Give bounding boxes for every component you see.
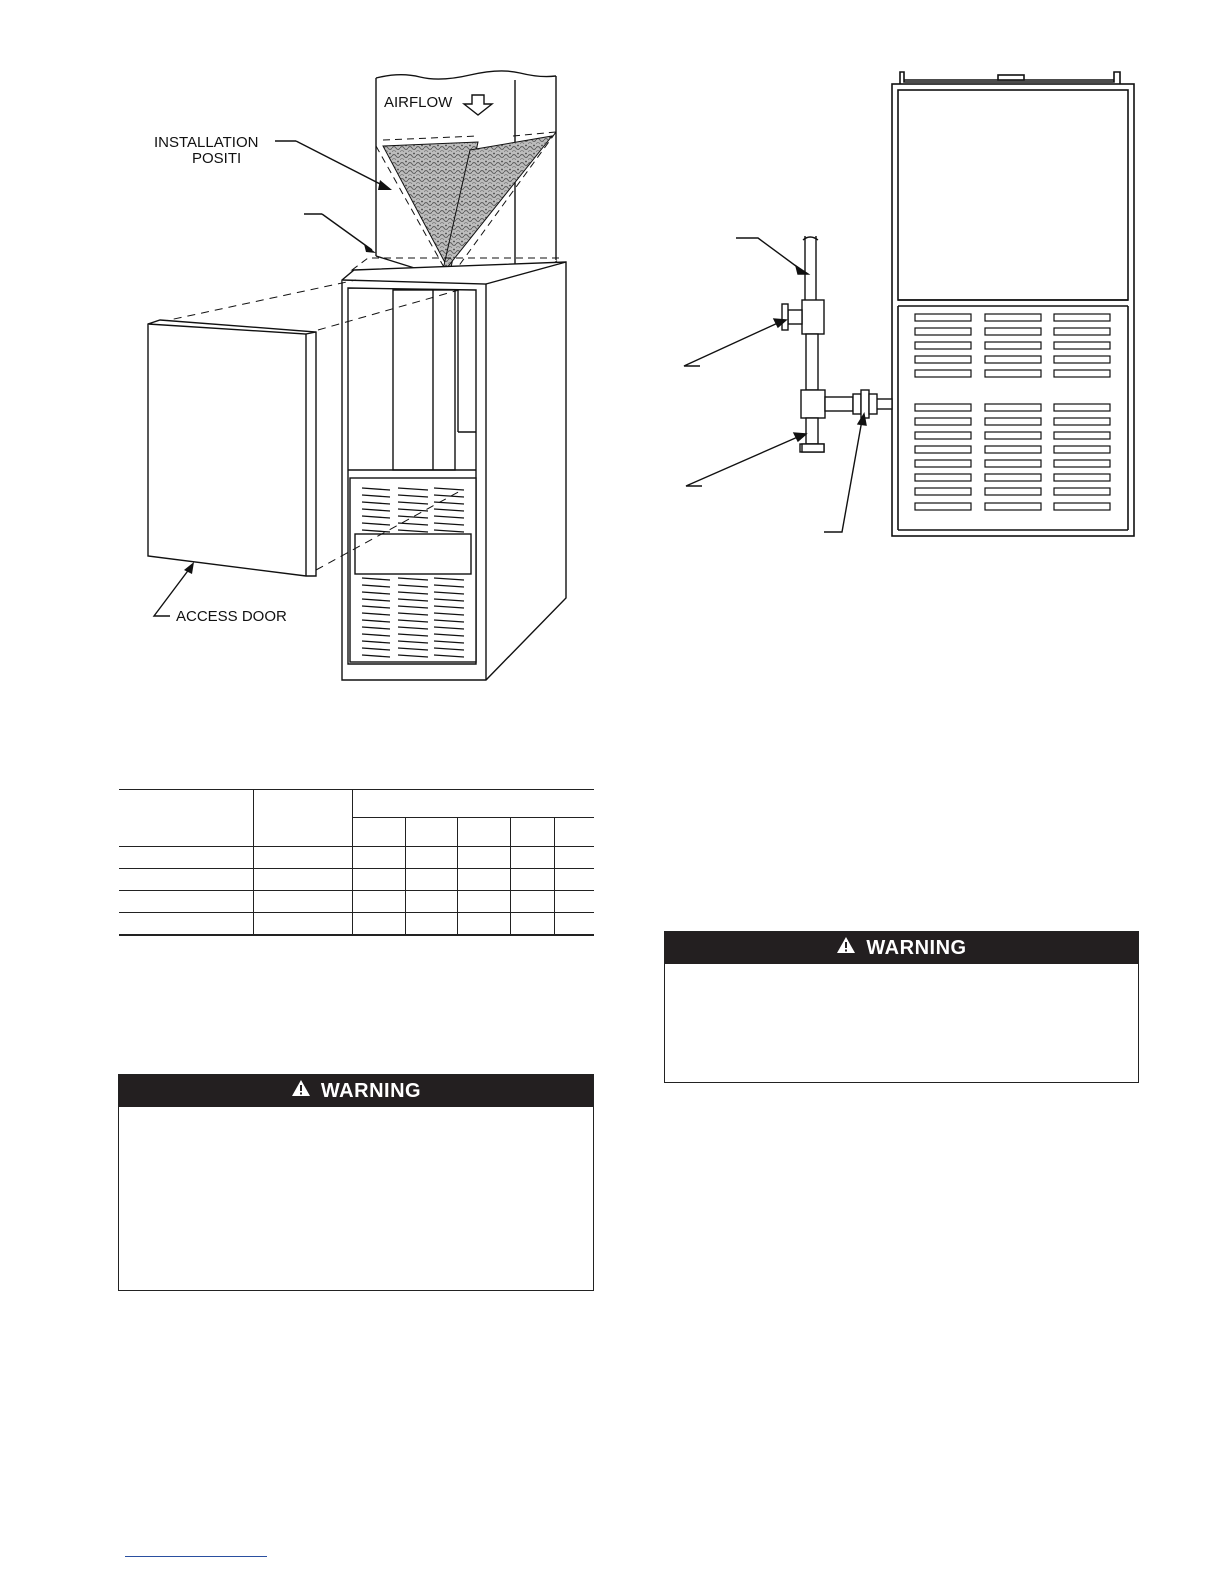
- table-cell: [119, 847, 254, 869]
- spec-table: [119, 789, 594, 936]
- table-row: [119, 790, 594, 818]
- louver-slot: [985, 460, 1041, 467]
- louver-slot: [1054, 328, 1110, 335]
- union-fitting-icon: [853, 390, 877, 418]
- louver-slot: [985, 404, 1041, 411]
- louver-slot: [1054, 404, 1110, 411]
- louver-slot: [985, 474, 1041, 481]
- table-cell: [406, 869, 458, 891]
- warning-triangle-icon: [291, 1079, 311, 1103]
- drip-leg-icon: [802, 444, 824, 452]
- table-cell: [353, 818, 406, 847]
- louver-slot: [1054, 356, 1110, 363]
- louver-slot: [1054, 488, 1110, 495]
- footer-link-underline: [125, 1556, 267, 1557]
- louver-slot: [985, 328, 1041, 335]
- table-cell: [406, 847, 458, 869]
- louver-slot: [915, 314, 971, 321]
- table-cell: [511, 869, 555, 891]
- louver-slot: [985, 314, 1041, 321]
- table-cell: [254, 891, 353, 913]
- table-cell: [555, 818, 595, 847]
- louver-slot: [1054, 446, 1110, 453]
- shutoff-valve-icon: [782, 304, 802, 330]
- louver-slot: [985, 342, 1041, 349]
- furnace-filter-figure: [120, 60, 620, 700]
- louver-slot: [1054, 460, 1110, 467]
- table-cell: [353, 869, 406, 891]
- louver-slot: [1054, 432, 1110, 439]
- louver-slot: [985, 488, 1041, 495]
- louver-slot: [915, 328, 971, 335]
- louver-slot: [1054, 314, 1110, 321]
- louver-slot: [915, 370, 971, 377]
- louver-slot: [1054, 370, 1110, 377]
- louver-slot: [1054, 342, 1110, 349]
- table-cell: [254, 847, 353, 869]
- louver-slot: [985, 446, 1041, 453]
- louver-slot: [985, 432, 1041, 439]
- louver-slot: [985, 370, 1041, 377]
- louver-slot: [1054, 503, 1110, 510]
- table-cell: [353, 790, 595, 818]
- table-row: [119, 869, 594, 891]
- louver-slot: [915, 356, 971, 363]
- table-cell: [119, 913, 254, 936]
- table-cell: [353, 847, 406, 869]
- louver-slot: [1054, 418, 1110, 425]
- louver-slot: [915, 503, 971, 510]
- table-cell: [254, 913, 353, 936]
- table-cell: [555, 869, 595, 891]
- warning-title: WARNING: [866, 936, 967, 959]
- airflow-label: AIRFLOW: [384, 94, 453, 111]
- table-row: [119, 891, 594, 913]
- table-cell: [406, 818, 458, 847]
- table-cell: [555, 913, 595, 936]
- table-cell: [254, 790, 353, 847]
- table-cell: [555, 847, 595, 869]
- louver-slot: [915, 474, 971, 481]
- louver-slot: [985, 418, 1041, 425]
- table-cell: [458, 869, 511, 891]
- warning-header: [665, 932, 1138, 964]
- installation-label-line1: INSTALLATION: [154, 134, 259, 151]
- access-door-panel: [148, 320, 316, 576]
- louver-slot: [915, 460, 971, 467]
- table-cell: [511, 818, 555, 847]
- table-cell: [406, 913, 458, 936]
- table-cell: [406, 891, 458, 913]
- warning-box-right: [664, 931, 1139, 1083]
- airflow-arrow-icon: [464, 95, 492, 115]
- table-cell: [511, 891, 555, 913]
- table-cell: [458, 847, 511, 869]
- warning-title: WARNING: [320, 1079, 422, 1102]
- table-cell: [458, 891, 511, 913]
- gas-pipe-icon: [800, 236, 892, 452]
- louver-slot: [915, 418, 971, 425]
- table-cell: [511, 847, 555, 869]
- furnace-cabinet: [342, 262, 566, 680]
- warning-header: [119, 1075, 593, 1107]
- table-cell: [119, 869, 254, 891]
- table-row: [119, 913, 594, 936]
- warning-triangle-icon: [836, 936, 856, 960]
- installation-label-line2: POSITI: [192, 150, 242, 167]
- filter-media: [352, 132, 560, 278]
- warning-box-left: [118, 1074, 594, 1291]
- access-door-label: ACCESS DOOR: [176, 608, 287, 625]
- table-cell: [119, 790, 254, 847]
- table-cell: [458, 818, 511, 847]
- table-cell: [511, 913, 555, 936]
- louver-slot: [985, 503, 1041, 510]
- louver-slot: [985, 356, 1041, 363]
- table-cell: [119, 891, 254, 913]
- table-cell: [254, 869, 353, 891]
- louver-slot: [1054, 474, 1110, 481]
- louver-slot: [915, 342, 971, 349]
- table-cell: [353, 891, 406, 913]
- table-row: [119, 847, 594, 869]
- louver-slot: [915, 404, 971, 411]
- table-cell: [353, 913, 406, 936]
- louver-slot: [915, 488, 971, 495]
- louver-slot: [915, 446, 971, 453]
- table-cell: [458, 913, 511, 936]
- louver-slot: [915, 432, 971, 439]
- gas-piping-figure: [660, 60, 1160, 560]
- table-cell: [555, 891, 595, 913]
